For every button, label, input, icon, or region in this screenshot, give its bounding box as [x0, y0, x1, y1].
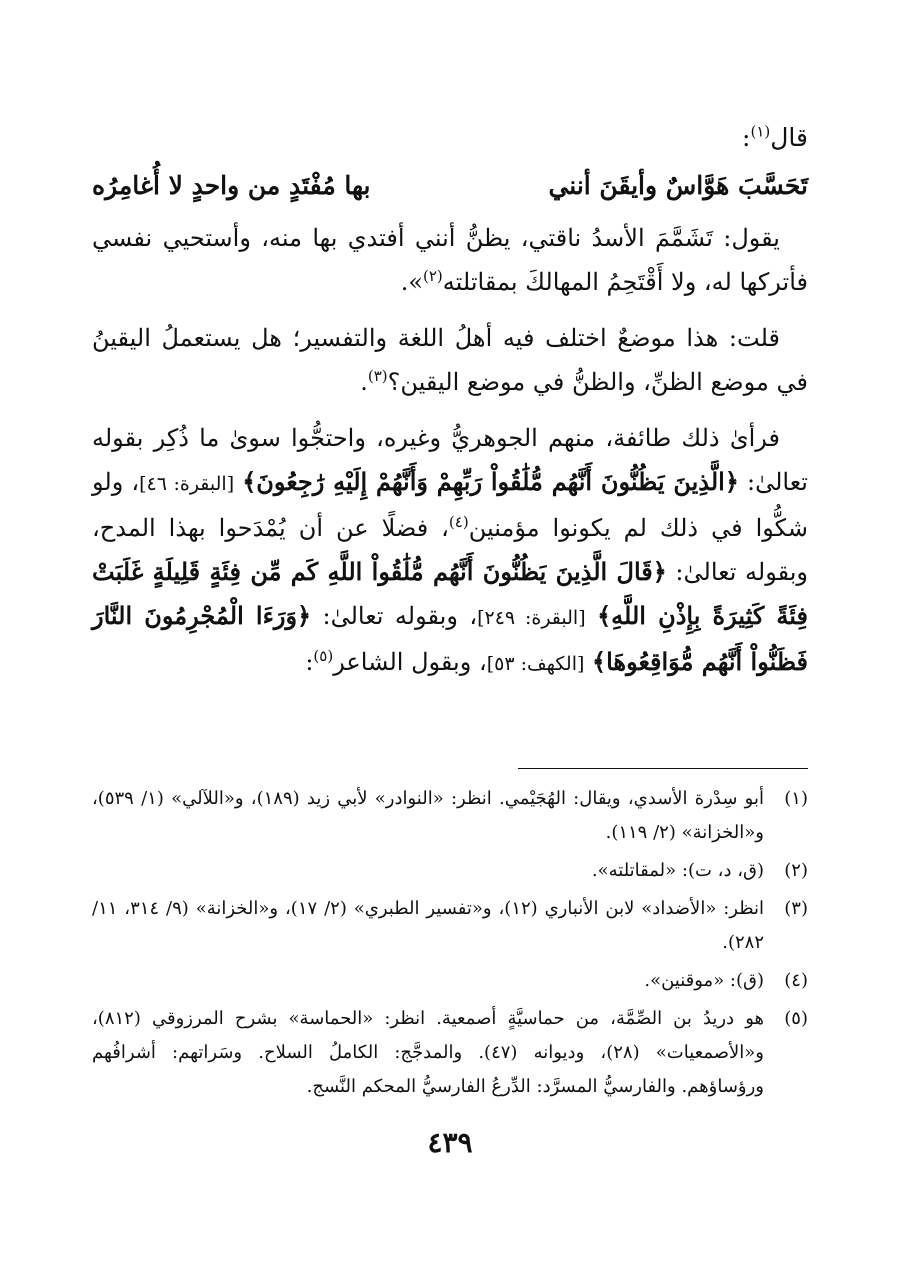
paragraph-explanation-text: يقول: تَشَمَّمَ الأسدُ ناقتي، يظنُّ أنني أفتدي بها منه، وأستحيي نفسي فأتركها له، ولا أَقْتَحِمُ المهالكَ بمقاتلته — [92, 224, 808, 296]
footnote-ref-4: (٤) — [448, 513, 469, 531]
footnote-item — [92, 964, 808, 998]
paragraph-explanation — [92, 216, 808, 304]
quran-verse-1: ﴿الَّذِينَ يَظُنُّونَ أَنَّهُم مُّلَٰقُواْ رَبِّهِمْ وَأَنَّهُمْ إِلَيْهِ رَٰجِعُونَ﴾ — [242, 467, 739, 496]
paragraph-argument — [92, 416, 808, 686]
footnote-text: أبو سِدْرة الأسدي، ويقال: الهُجَيْمي. انظر: «النوادر» لأبي زيد (١٨٩)، و«اللآلي» (١/ ٥٣٩)، و«الخزانة» (٢/ ١١٩). — [92, 788, 764, 843]
verse-second-hemistich: بها مُفْتَدٍ من واحدٍ لا أُغامِرُه — [92, 171, 371, 200]
qala-word: قال — [770, 123, 808, 152]
quran-ref-1: [البقرة: ٤٦] — [139, 473, 235, 495]
footnote-item — [92, 854, 808, 888]
footnotes — [92, 782, 808, 1108]
footnote-text: انظر: «الأضداد» لابن الأنباري (١٢)، و«تفسير الطبري» (٢/ ١٧)، و«الخزانة» (٩/ ٣١٤، ١١/ ٢٨٢). — [92, 898, 765, 953]
footnote-number: (٣) — [784, 898, 808, 919]
footnote-number: (٥) — [784, 1008, 808, 1029]
footnote-number: (٢) — [784, 860, 808, 881]
paragraph-question-end: . — [360, 368, 368, 396]
main-text — [92, 118, 808, 686]
footnote-ref-3: (٣) — [367, 367, 388, 385]
quran-ref-3: [الكهف: ٥٣] — [486, 653, 585, 675]
qala-line — [92, 118, 808, 158]
footnote-number: (٤) — [784, 970, 808, 991]
quran-verse-3: ﴿وَرَءَا الْمُجْرِمُونَ النَّارَ فَظَنُّواْ أَنَّهُم مُّوَاقِعُوهَا﴾ — [92, 601, 808, 676]
paragraph-question-text: قلت: هذا موضعٌ اختلف فيه أهلُ اللغة والتفسير؛ هل يستعملُ اليقينُ في موضع الظنِّ، والظنُّ في موضع اليقين؟ — [92, 324, 808, 396]
quran-ref-2: [البقرة: ٢٤٩] — [477, 607, 586, 629]
argument-text-e: ، وبقول الشاعر — [333, 648, 487, 676]
paragraph-question — [92, 316, 808, 404]
footnote-text: (ق، د، ت): «لمقاتلته». — [591, 860, 764, 881]
footnote-text: هو دريدُ بن الصِّمَّة، من حماسيَّةٍ أصمعية. انظر: «الحماسة» بشرح المرزوقي (٨١٢)، و«الأصمعيات» (٢٨)، وديوانه (٤٧). والمدجَّج: الكاملُ السلاح. وسَراتهم: أشرافُهم ورؤساؤهم. والفارسيُّ المسرَّد: الدِّرعُ الفارسيُّ المحكم النَّسج. — [92, 1008, 764, 1097]
footnote-item — [92, 892, 808, 960]
footnote-ref-1: (١) — [750, 122, 771, 141]
footnote-separator — [518, 768, 808, 769]
page-number: ٤٣٩ — [427, 1126, 473, 1159]
argument-text-b: ، ولو شكُّوا في ذلك لم يكونوا مؤمنين — [92, 468, 808, 542]
paragraph-explanation-end: ». — [400, 268, 423, 296]
poetry-verse — [92, 162, 808, 210]
argument-text-end: : — [305, 648, 314, 676]
argument-text-c: ، فضلًا عن أن يُمْدَحوا بهذا المدح، وبقوله تعالىٰ: — [92, 514, 808, 586]
argument-text-d: ، وبقوله تعالىٰ: — [311, 602, 478, 630]
verse-first-hemistich: تَحَسَّبَ هَوَّاسٌ وأيقَنَ أنني — [548, 171, 808, 200]
footnote-ref-2: (٢) — [423, 267, 443, 285]
footnote-text: (ق): «موقنين». — [644, 970, 764, 991]
footnote-item — [92, 1002, 808, 1104]
footnote-number: (١) — [784, 788, 808, 809]
qala-colon: : — [742, 123, 751, 152]
footnote-ref-5: (٥) — [313, 647, 334, 665]
quran-verse-2: ﴿قَالَ الَّذِينَ يَظُنُّونَ أَنَّهُم مُّلَٰقُواْ اللَّهِ كَم مِّن فِئَةٍ قَلِيلَةٍ غَلَبَتْ فِئَةً كَثِيرَةً بِإِذْنِ اللَّهِ﴾ — [92, 557, 808, 630]
footnote-item — [92, 782, 808, 850]
argument-text-a: فرأىٰ ذلك طائفة، منهم الجوهريُّ وغيره، واحتجُّوا سوىٰ ما ذُكِر بقوله تعالىٰ: — [92, 424, 808, 496]
